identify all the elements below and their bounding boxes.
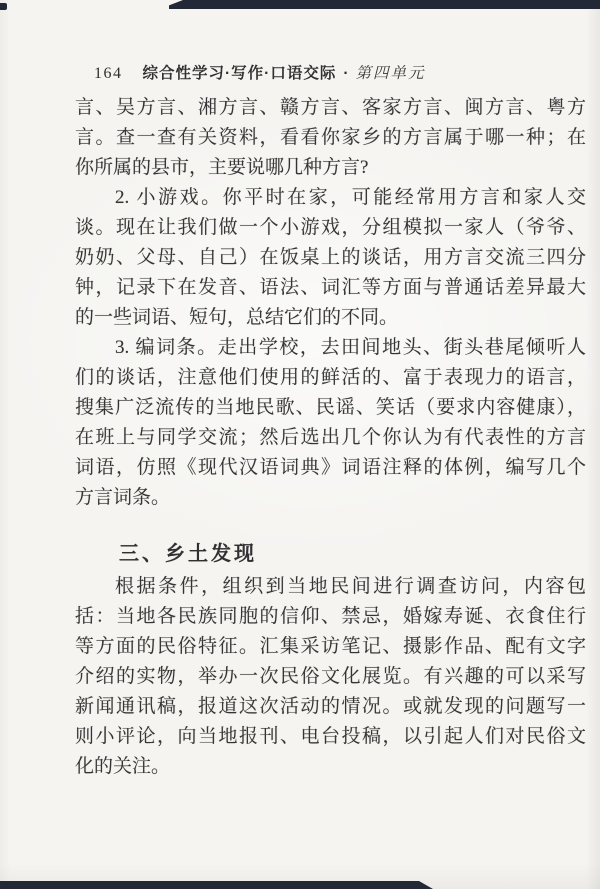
paragraph-folk-discovery — [75, 572, 586, 782]
paragraph-dictionary-entries — [75, 333, 586, 513]
text-line: 谈。现在让我们做一个小游戏，分组模拟一家人（爷爷、 — [75, 217, 586, 238]
text-line: 3. 编词条。走出学校，去田间地头、街头巷尾倾听人 — [115, 337, 586, 358]
text-line: 搜集广泛流传的当地民歌、民谣、笑话（要求内容健康）， — [75, 397, 586, 418]
text-line: 的一些词语、短句，总结它们的不同。 — [75, 307, 399, 328]
text-line: 根据条件，组织到当地民间进行调查访问，内容包 — [115, 576, 586, 597]
running-head-separator: · — [343, 65, 349, 82]
book-cover-edge-top — [169, 0, 600, 9]
text-line: 你所属的县市，主要说哪几种方言? — [75, 157, 369, 178]
text-line: 钟，记录下在发音、语法、词汇等方面与普通话差异最大 — [75, 277, 586, 298]
text-line: 括：当地各民族同胞的信仰、禁忌，婚嫁寿诞、衣食住行 — [75, 606, 586, 627]
text-line: 言。查一查有关资料，看看你家乡的方言属于哪一种；在 — [75, 127, 586, 148]
section-heading: 三、乡土发现 — [119, 543, 257, 565]
text-line: 介绍的实物，举办一次民俗文化展览。有兴趣的可以采写 — [75, 666, 586, 687]
text-line: 则小评论，向当地报刊、电台投稿，以引起人们对民俗文 — [75, 726, 586, 747]
page-number: 164 — [94, 65, 123, 82]
text-line: 2. 小游戏。你平时在家，可能经常用方言和家人交 — [115, 187, 586, 208]
running-head — [94, 61, 580, 83]
paragraph-mini-game — [75, 183, 586, 333]
page-body-text — [75, 93, 586, 782]
text-line: 方言词条。 — [75, 487, 171, 508]
text-line: 词语，仿照《现代汉语词典》词语注释的体例，编写几个 — [75, 457, 586, 478]
text-line: 们的谈话，注意他们使用的鲜活的、富于表现力的语言， — [75, 367, 586, 388]
running-head-title: 综合性学习·写作·口语交际 — [142, 65, 337, 82]
running-head-unit: 第四单元 — [355, 65, 426, 82]
text-line: 奶奶、父母、自己）在饭桌上的谈话，用方言交流三四分 — [75, 247, 586, 268]
text-line: 新闻通讯稿，报道这次活动的情况。或就发现的问题写一 — [75, 696, 586, 717]
book-cover-edge-bottom — [0, 881, 433, 889]
text-line: 在班上与同学交流；然后选出几个你认为有代表性的方言 — [75, 427, 586, 448]
text-line: 化的关注。 — [75, 756, 171, 777]
text-line: 言、吴方言、湘方言、赣方言、客家方言、闽方言、粤方 — [75, 97, 586, 118]
text-line: 等方面的民俗特征。汇集采访笔记、摄影作品、配有文字 — [75, 636, 586, 657]
book-cover-edge-speck — [0, 3, 7, 10]
paragraph-dialect-list — [75, 93, 586, 183]
